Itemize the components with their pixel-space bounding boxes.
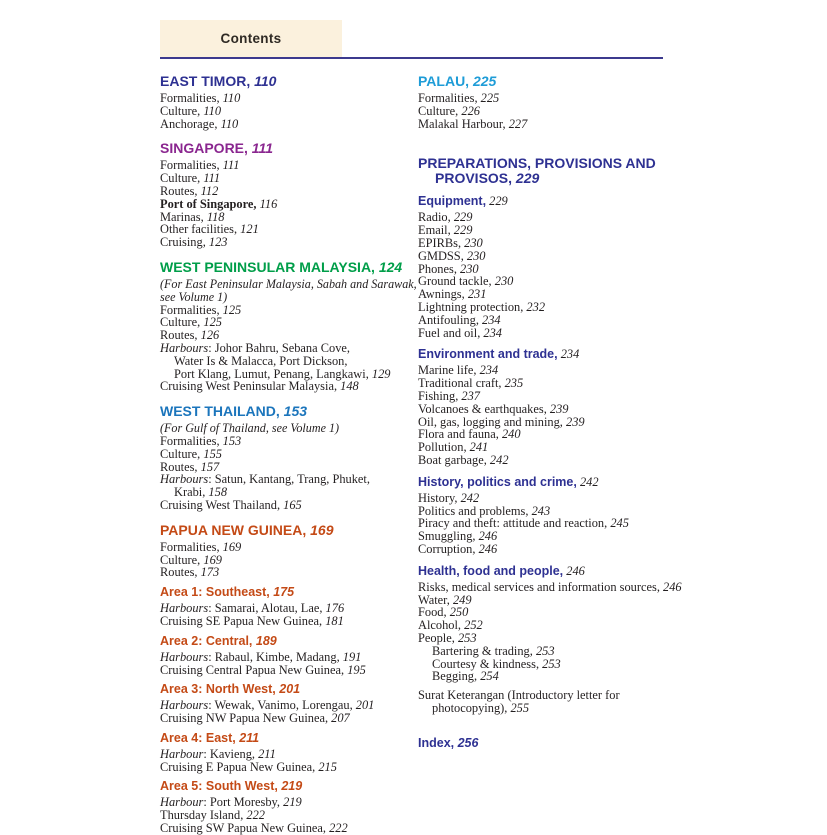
page-number: 230 (466, 248, 486, 263)
toc-entry: photocopying), 255 (432, 700, 530, 715)
toc-entry: Fishing, 237 (418, 388, 480, 403)
page-number: 191 (342, 649, 362, 664)
harbours-label: Harbours (160, 649, 209, 664)
toc-entry: Other facilities, 121 (160, 222, 259, 237)
page-number: 249 (452, 592, 472, 607)
section-heading (418, 737, 720, 750)
harbours-label: Harbour (160, 795, 204, 810)
page-number: 201 (275, 682, 301, 697)
section-heading (418, 156, 687, 186)
toc-entry: Harbour: Kavieng, 211 (160, 746, 276, 761)
page-number: 225 (469, 73, 497, 89)
page-number: 195 (347, 662, 366, 677)
toc-section (160, 260, 418, 393)
toc-entry: Culture, 111 (160, 171, 221, 186)
page-number: 242 (460, 490, 480, 505)
section-heading (418, 348, 720, 361)
page-number: 173 (200, 565, 220, 580)
page-number: 157 (200, 459, 220, 474)
page-number: 111 (222, 158, 240, 173)
page-number: 241 (469, 440, 489, 455)
toc-section (160, 683, 418, 725)
toc-entry: Food, 250 (418, 605, 469, 620)
toc-entry: Routes, 112 (160, 183, 219, 198)
page-number: 222 (329, 821, 348, 835)
toc-entry: Cruising NW Papua New Guinea, 207 (160, 711, 350, 726)
toc-entry: Email, 229 (418, 223, 473, 238)
page-number: 229 (512, 170, 540, 187)
section-heading (160, 260, 418, 275)
section-heading (160, 74, 418, 89)
toc-entry: Culture, 110 (160, 103, 222, 118)
page-number: 255 (510, 700, 530, 715)
toc-entry: Routes, 173 (160, 565, 220, 580)
page-number: 242 (489, 452, 509, 467)
section-heading (160, 780, 418, 793)
page-number: 125 (222, 302, 242, 317)
page-number: 169 (306, 521, 334, 538)
toc-entry: Harbours: Rabaul, Kimbe, Madang, 191 (160, 649, 362, 664)
section-heading (160, 635, 418, 648)
page-number: 110 (250, 73, 277, 89)
page-number: 231 (467, 287, 487, 302)
section-title: Environment and trade, (418, 347, 558, 362)
section-title: Health, food and people, (418, 563, 564, 578)
section-note: (For East Peninsular Malaysia, Sabah and Sarawak, (160, 276, 417, 291)
section-title: PALAU, (418, 73, 470, 89)
page-number: 189 (252, 633, 277, 648)
page-number: 111 (203, 171, 221, 186)
toc-entry: Water Is & Malacca, Port Dickson, (174, 353, 348, 368)
toc-entry: Corruption, 246 (418, 541, 498, 556)
harbours-label: Harbour (160, 746, 204, 761)
toc-entry: Anchorage, 110 (160, 116, 239, 131)
section-heading (160, 523, 418, 538)
toc-section (418, 195, 720, 339)
page-number: 246 (663, 579, 682, 594)
page-number: 235 (504, 376, 524, 391)
page-number: 242 (576, 474, 599, 489)
page-number: 116 (259, 196, 278, 211)
page-number: 153 (279, 403, 308, 420)
toc-entry: Formalities, 169 (160, 539, 242, 554)
page-number: 234 (483, 325, 502, 340)
page-number: 246 (478, 529, 498, 544)
page-number: 234 (482, 312, 501, 327)
toc-entry: Cruising SE Papua New Guinea, 181 (160, 613, 344, 628)
page-number: 230 (464, 235, 483, 250)
page-number: 176 (325, 601, 345, 616)
toc-entry: Politics and problems, 243 (418, 503, 551, 518)
page-number: 246 (563, 563, 585, 578)
toc-entry: GMDSS, 230 (418, 248, 486, 263)
toc-entry: Radio, 229 (418, 210, 473, 225)
toc-entry: Ground tackle, 230 (418, 274, 514, 289)
contents-header (160, 20, 342, 57)
section-title: EAST TIMOR, (160, 73, 251, 89)
page-number: 211 (258, 746, 276, 761)
toc-entry: Fuel and oil, 234 (418, 325, 502, 340)
page-number: 239 (566, 414, 585, 429)
toc-entry: Alcohol, 252 (418, 618, 483, 633)
toc-entry: Marinas, 118 (160, 209, 225, 224)
section-note: (For Gulf of Thailand, see Volume 1) (160, 421, 340, 436)
toc-section (160, 586, 418, 628)
toc-entry: History, 242 (418, 490, 480, 505)
toc-entry: Antifouling, 234 (418, 312, 501, 327)
page-number: 155 (203, 446, 222, 461)
page-number: 118 (206, 209, 225, 224)
harbours-label: Harbours (160, 472, 209, 487)
section-title: Area 1: Southeast, (160, 585, 270, 600)
section-note: see Volume 1) (160, 289, 228, 304)
section-heading (160, 732, 418, 745)
toc-entry: Surat Keterangan (Introductory letter for (418, 688, 620, 703)
toc-entry: Water, 249 (418, 592, 472, 607)
toc-entry: Harbours: Wewak, Vanimo, Lorengau, 201 (160, 698, 375, 713)
section-title: History, politics and crime, (418, 474, 577, 489)
page-number: 211 (235, 730, 260, 745)
section-title: Index, (418, 735, 455, 750)
page-number: 254 (480, 669, 499, 684)
toc-section (418, 476, 720, 556)
toc-entry: Harbour: Port Moresby, 219 (160, 795, 302, 810)
toc-section (160, 74, 418, 130)
page-number: 222 (246, 808, 265, 823)
page-number: 121 (240, 222, 259, 237)
toc-section (160, 635, 418, 677)
toc-entry: Cruising West Thailand, 165 (160, 497, 302, 512)
section-title: WEST PENINSULAR MALAYSIA, (160, 258, 375, 275)
page-number: 158 (208, 485, 228, 500)
page-number: 129 (371, 366, 391, 381)
page-number: 229 (453, 210, 473, 225)
toc-entry: People, 253 (418, 630, 477, 645)
page-number: 256 (454, 735, 479, 750)
toc-entry: Harbours: Satun, Kantang, Trang, Phuket, (160, 472, 370, 487)
page-number: 165 (283, 497, 302, 512)
header-rule (160, 57, 663, 59)
toc-entry: Awnings, 231 (418, 287, 487, 302)
page-number: 246 (478, 541, 498, 556)
page-number: 252 (464, 618, 483, 633)
toc-section (418, 737, 720, 750)
toc-section (418, 348, 720, 466)
section-heading (418, 195, 720, 208)
toc-entry: Traditional craft, 235 (418, 376, 524, 391)
toc-entry: Lightning protection, 232 (418, 299, 546, 314)
page-number: 110 (222, 91, 241, 105)
toc-entry: Piracy and theft: attitude and reaction, 245 (418, 516, 629, 531)
section-title: PAPUA NEW GUINEA, (160, 521, 307, 538)
page-number: 253 (457, 630, 477, 645)
toc-entry: Smuggling, 246 (418, 529, 498, 544)
toc-entry: Risks, medical services and information sources, 246 (418, 579, 682, 594)
toc-entry: Harbours: Samarai, Alotau, Lae, 176 (160, 601, 345, 616)
page-number: 230 (460, 261, 479, 276)
page-number: 125 (203, 315, 222, 330)
page-number: 148 (340, 379, 359, 394)
toc-entry: Culture, 155 (160, 446, 222, 461)
toc-entry: Courtesy & kindness, 253 (432, 656, 561, 671)
page-number: 250 (449, 605, 469, 620)
page-number: 123 (208, 235, 228, 250)
page-number: 126 (200, 328, 220, 343)
toc-entry: Flora and fauna, 240 (418, 427, 521, 442)
page-number: 239 (549, 401, 569, 416)
section-title: WEST THAILAND, (160, 403, 280, 420)
section-title: PREPARATIONS, PROVISIONS AND PROVISOS, (418, 155, 656, 187)
toc-entry: Cruising Central Papua New Guinea, 195 (160, 662, 366, 677)
page-title: Contents (220, 31, 282, 46)
toc-entry: Malakal Harbour, 227 (418, 116, 528, 131)
toc-entry: Port of Singapore, 116 (160, 196, 278, 211)
toc-entry: Pollution, 241 (418, 440, 489, 455)
page-number: 229 (453, 223, 473, 238)
toc-entry: Harbours: Johor Bahru, Sebana Cove, (160, 340, 350, 355)
toc-entry: Formalities, 225 (418, 91, 500, 105)
page-number: 175 (269, 585, 295, 600)
toc-entry: Culture, 226 (418, 103, 480, 118)
section-heading (418, 74, 687, 89)
page-number: 230 (494, 274, 514, 289)
toc-entry: Routes, 126 (160, 328, 220, 343)
toc-entry: Routes, 157 (160, 459, 220, 474)
page-number: 112 (200, 183, 219, 198)
page-number: 110 (203, 103, 222, 118)
page-number: 207 (331, 711, 350, 726)
toc-entry: Formalities, 111 (160, 158, 240, 173)
toc-entry: Boat garbage, 242 (418, 452, 509, 467)
toc-section (418, 74, 720, 130)
toc-entry: Cruising West Peninsular Malaysia, 148 (160, 379, 359, 394)
page-number: 234 (479, 363, 499, 378)
section-heading (160, 586, 418, 599)
toc-right-column (418, 74, 720, 753)
page-number: 153 (222, 433, 242, 448)
harbours-label: Harbours (160, 601, 209, 616)
toc-entry: Oil, gas, logging and mining, 239 (418, 414, 585, 429)
page-number: 110 (220, 116, 239, 131)
toc-entry: Cruising E Papua New Guinea, 215 (160, 759, 337, 774)
toc-left-column (160, 74, 418, 835)
page-number: 215 (318, 759, 337, 774)
page-number: 234 (557, 347, 580, 362)
page-number: 219 (277, 779, 303, 794)
page-number: 111 (247, 140, 274, 157)
page-number: 240 (501, 427, 521, 442)
toc-entry: Formalities, 110 (160, 91, 241, 105)
section-title: Equipment, (418, 194, 487, 209)
toc-entry: Thursday Island, 222 (160, 808, 265, 823)
section-heading (160, 683, 418, 696)
page-number: 181 (325, 613, 344, 628)
page-number: 237 (461, 388, 480, 403)
toc-entry: EPIRBs, 230 (418, 235, 483, 250)
toc-section (418, 565, 720, 715)
page-number: 169 (222, 539, 242, 554)
toc-entry: Volcanoes & earthquakes, 239 (418, 401, 569, 416)
section-heading (160, 141, 418, 156)
toc-entry: Culture, 169 (160, 552, 222, 567)
toc-section (160, 732, 418, 774)
section-title: Area 3: North West, (160, 682, 276, 697)
section-title: Area 4: East, (160, 730, 236, 745)
harbours-label: Harbours (160, 340, 209, 355)
page-number: 219 (283, 795, 302, 810)
page-number: 201 (355, 698, 375, 713)
page-number: 169 (203, 552, 222, 567)
harbours-label: Harbours (160, 698, 209, 713)
toc-entry: Culture, 125 (160, 315, 222, 330)
page-number: 243 (531, 503, 551, 518)
toc-entry: Formalities, 125 (160, 302, 242, 317)
page-number: 245 (610, 516, 629, 531)
section-heading (418, 476, 720, 489)
page-number: 253 (535, 643, 555, 658)
page-number: 232 (526, 299, 546, 314)
toc-section (418, 156, 720, 186)
toc-entry: Bartering & trading, 253 (432, 643, 555, 658)
page-number: 124 (374, 258, 403, 275)
section-title: Area 5: South West, (160, 779, 278, 794)
toc-entry: Port Klang, Lumut, Penang, Langkawi, 129 (174, 366, 391, 381)
section-heading (160, 404, 418, 419)
toc-entry: Formalities, 153 (160, 433, 242, 448)
toc-entry: Begging, 254 (432, 669, 499, 684)
page-number: 227 (508, 116, 528, 131)
toc-entry: Krabi, 158 (174, 485, 228, 500)
toc-entry: Marine life, 234 (418, 363, 499, 378)
toc-entry: Cruising SW Papua New Guinea, 222 (160, 821, 348, 835)
section-title: Area 2: Central, (160, 633, 253, 648)
page-number: 229 (486, 194, 508, 209)
toc-entry: Phones, 230 (418, 261, 479, 276)
toc-entry: Cruising, 123 (160, 235, 228, 250)
section-heading (418, 565, 720, 578)
toc-section (160, 404, 418, 512)
page-number: 253 (542, 656, 561, 671)
toc-section (160, 523, 418, 579)
section-title: SINGAPORE, (160, 140, 248, 157)
toc-section (160, 141, 418, 249)
page-number: 226 (461, 103, 480, 118)
page-number: 225 (480, 91, 500, 105)
